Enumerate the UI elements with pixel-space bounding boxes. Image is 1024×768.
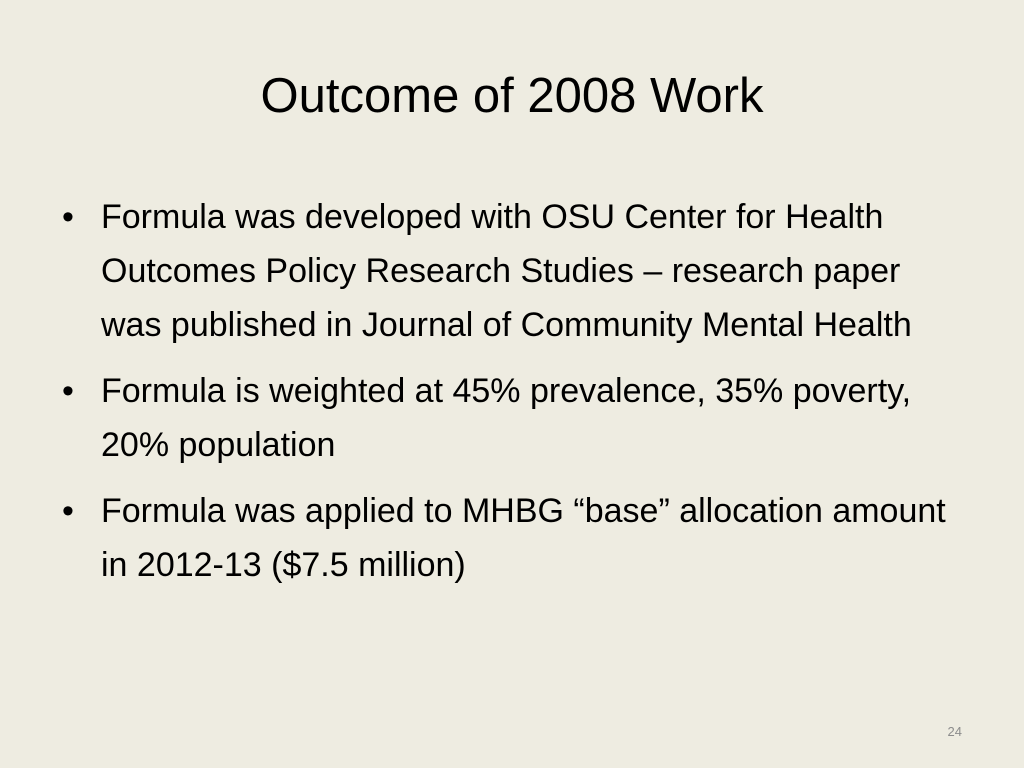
bullet-text: Formula was developed with OSU Center for Health Outcomes Policy Research Studies – research paper was published in Journal of Community Mental Health bbox=[101, 198, 912, 344]
slide-title: Outcome of 2008 Work bbox=[260, 69, 764, 123]
bullet-text: Formula is weighted at 45% prevalence, 35% poverty, 20% population bbox=[101, 372, 912, 464]
bullet-item-developed bbox=[60, 190, 960, 352]
bullet-icon: • bbox=[62, 372, 74, 410]
bullet-item-weighting bbox=[60, 364, 960, 472]
bullet-list bbox=[60, 190, 960, 604]
slide-number: 24 bbox=[947, 724, 962, 739]
bullet-text: Formula was applied to MHBG “base” allocation amount in 2012-13 ($7.5 million) bbox=[101, 492, 946, 584]
bullet-item-allocation bbox=[60, 484, 960, 592]
bullet-icon: • bbox=[62, 492, 74, 530]
bullet-icon: • bbox=[62, 198, 74, 236]
